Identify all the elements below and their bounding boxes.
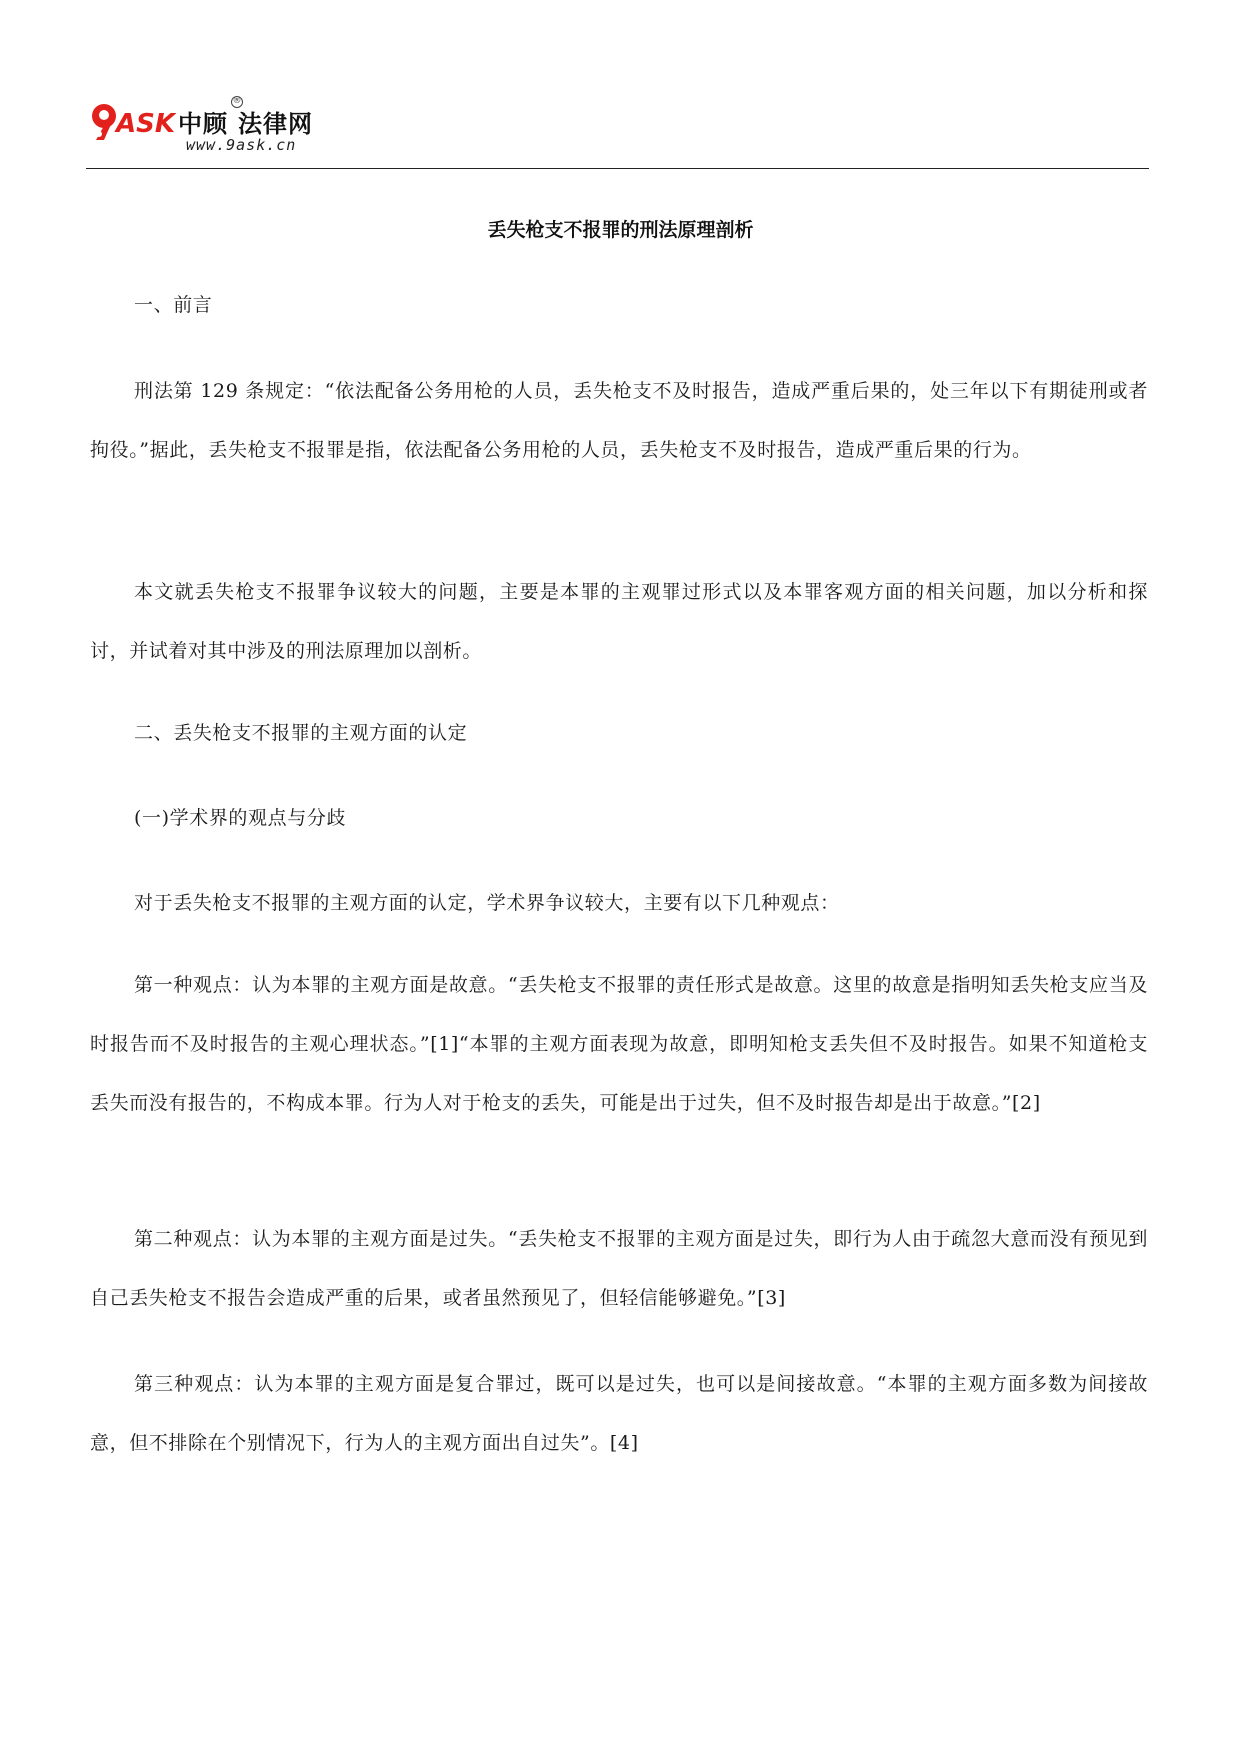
site-header <box>90 96 350 160</box>
logo-url: www.9ask.cn <box>186 136 297 154</box>
article-title: 丢失枪支不报罪的刑法原理剖析 <box>487 219 754 241</box>
registered-mark-icon: ® <box>232 96 242 106</box>
section-heading-subjective: 二、丢失枪支不报罪的主观方面的认定 <box>134 722 468 744</box>
article-paragraph: 第一种观点：认为本罪的主观方面是故意。“丢失枪支不报罪的责任形式是故意。这里的故意是指明知丢失枪支应当及时报告而不及时报告的主观心理状态。”[1]“本罪的主观方面表现为故意，即明知枪支丢失但不及时报告。如果不知道枪支丢失而没有报告的，不构成本罪。行为人对于枪支的丢失，可能是出于过失，但不及时报告却是出于故意。”[2] <box>90 974 1148 1114</box>
logo-name-part-2: 法律网 <box>238 110 313 138</box>
article-paragraph: 对于丢失枪支不报罪的主观方面的认定，学术界争议较大，主要有以下几种观点： <box>134 892 840 914</box>
logo-site-name <box>178 104 313 139</box>
svg-text:ASK: ASK <box>116 109 175 139</box>
header-divider <box>86 168 1149 169</box>
article-paragraph: 第二种观点：认为本罪的主观方面是过失。“丢失枪支不报罪的主观方面是过失，即行为人由于疏忽大意而没有预见到自己丢失枪支不报告会造成严重的后果，或者虽然预见了，但轻信能够避免。”[3] <box>90 1228 1148 1309</box>
9ask-logo-icon <box>90 96 176 146</box>
section-heading-preface: 一、前言 <box>134 294 213 316</box>
article-paragraph: 第三种观点：认为本罪的主观方面是复合罪过，既可以是过失，也可以是间接故意。“本罪的主观方面多数为间接故意，但不排除在个别情况下，行为人的主观方面出自过失”。[4] <box>90 1373 1148 1454</box>
subsection-heading: (一)学术界的观点与分歧 <box>134 807 347 829</box>
article-paragraph: 刑法第 129 条规定：“依法配备公务用枪的人员，丢失枪支不及时报告，造成严重后果的，处三年以下有期徒刑或者拘役。”据此，丢失枪支不报罪是指，依法配备公务用枪的人员，丢失枪支不及时报告，造成严重后果的行为。 <box>90 380 1148 461</box>
logo-name-part-1: 中顾 <box>178 110 228 138</box>
article-paragraph: 本文就丢失枪支不报罪争议较大的问题，主要是本罪的主观罪过形式以及本罪客观方面的相关问题，加以分析和探讨，并试着对其中涉及的刑法原理加以剖析。 <box>90 581 1148 662</box>
